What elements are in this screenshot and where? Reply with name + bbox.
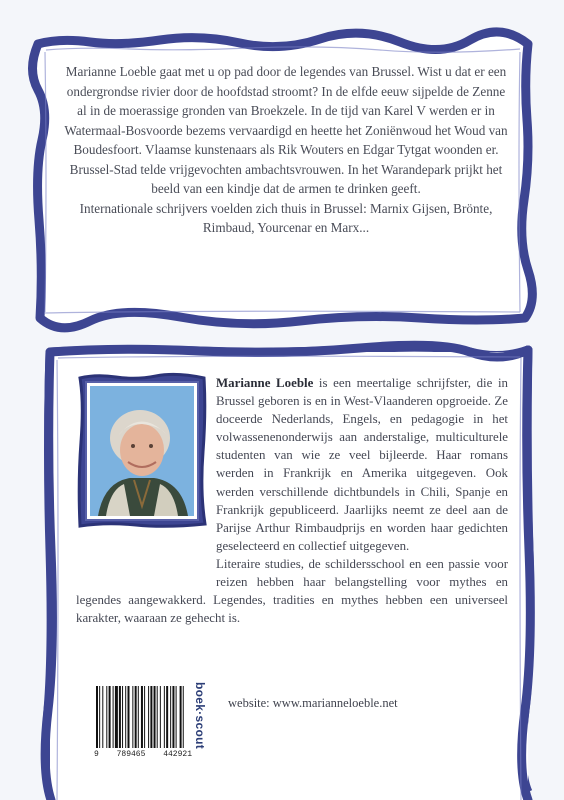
synopsis-paragraph-2: Brussel-Stad telde vrijgevochten ambachtsvrouwen. In het Warandepark prijkt het beeld van een kindje dat de armen te drinken geeft. xyxy=(69,161,503,196)
author-website: website: www.marianneloeble.net xyxy=(228,696,398,710)
photo-wrap-spacer xyxy=(76,374,216,584)
author-bio xyxy=(76,374,508,627)
publisher-logo xyxy=(188,682,212,760)
barcode-digit-group-2: 789465 xyxy=(116,750,146,759)
author-bio-paragraph-2: Literaire studies, de schildersschool en een passie voor reizen hebben haar belangstelling voor mythes en legendes aangewakkerd. Legendes, tradities en mythes hebben een universeel karakter, waaraan ze gehecht is. xyxy=(76,556,508,626)
synopsis-paragraph-3: Internationale schrijvers voelden zich thuis in Brussel: Marnix Gijsen, Brönte, Rimbaud, Yourcenar en Marx... xyxy=(79,200,493,235)
barcode-bars xyxy=(92,684,194,750)
synopsis-frame xyxy=(0,0,564,340)
publisher-logo-text: boek·scout xyxy=(193,682,207,750)
author-bio-intro: is een meertalige schrijfster, die in Brussel geboren is en in West-Vlaanderen opgroeide. Ze doceerde Nederlands, Engels, en pedagogie in het volwassenenonderwijs aan anderstalige, multiculturele studenten van wie ze veel bijleerde. Haar romans werden in Frankrijk en Amerika uitgegeven. Ook werden verschillende dichtbundels in Chili, Spanje en Frankrijk gepubliceerd. Jaarlijks neemt ze deel aan de Parijse Arthur Rimbaudprijs en worden haar gedichten geselecteerd en collectief uitgegeven. xyxy=(216,376,508,553)
barcode-digit-group-1: 9 xyxy=(94,750,99,759)
isbn-barcode xyxy=(92,684,194,764)
barcode-digits xyxy=(92,750,194,759)
barcode-digit-group-3: 442921 xyxy=(163,750,192,759)
synopsis-paragraph-1: Marianne Loeble gaat met u op pad door de legendes van Brussel. Wist u dat er een ondergrondse rivier door de hoofdstad stroomt? In de elfde eeuw sijpelde de Zenne al in de moerassige gronden van Broekzele. In de tijd van Karel V werden er in Watermaal-Bosvoorde bezems vervaardigd en heette het Zoniënwoud het Woud van Boudesfoort. Vlaamse kunstenaars als Rik Wouters en Edgar Tytgat woonden er. xyxy=(64,64,508,157)
author-name: Marianne Loeble xyxy=(216,376,314,390)
synopsis-text xyxy=(62,62,510,238)
